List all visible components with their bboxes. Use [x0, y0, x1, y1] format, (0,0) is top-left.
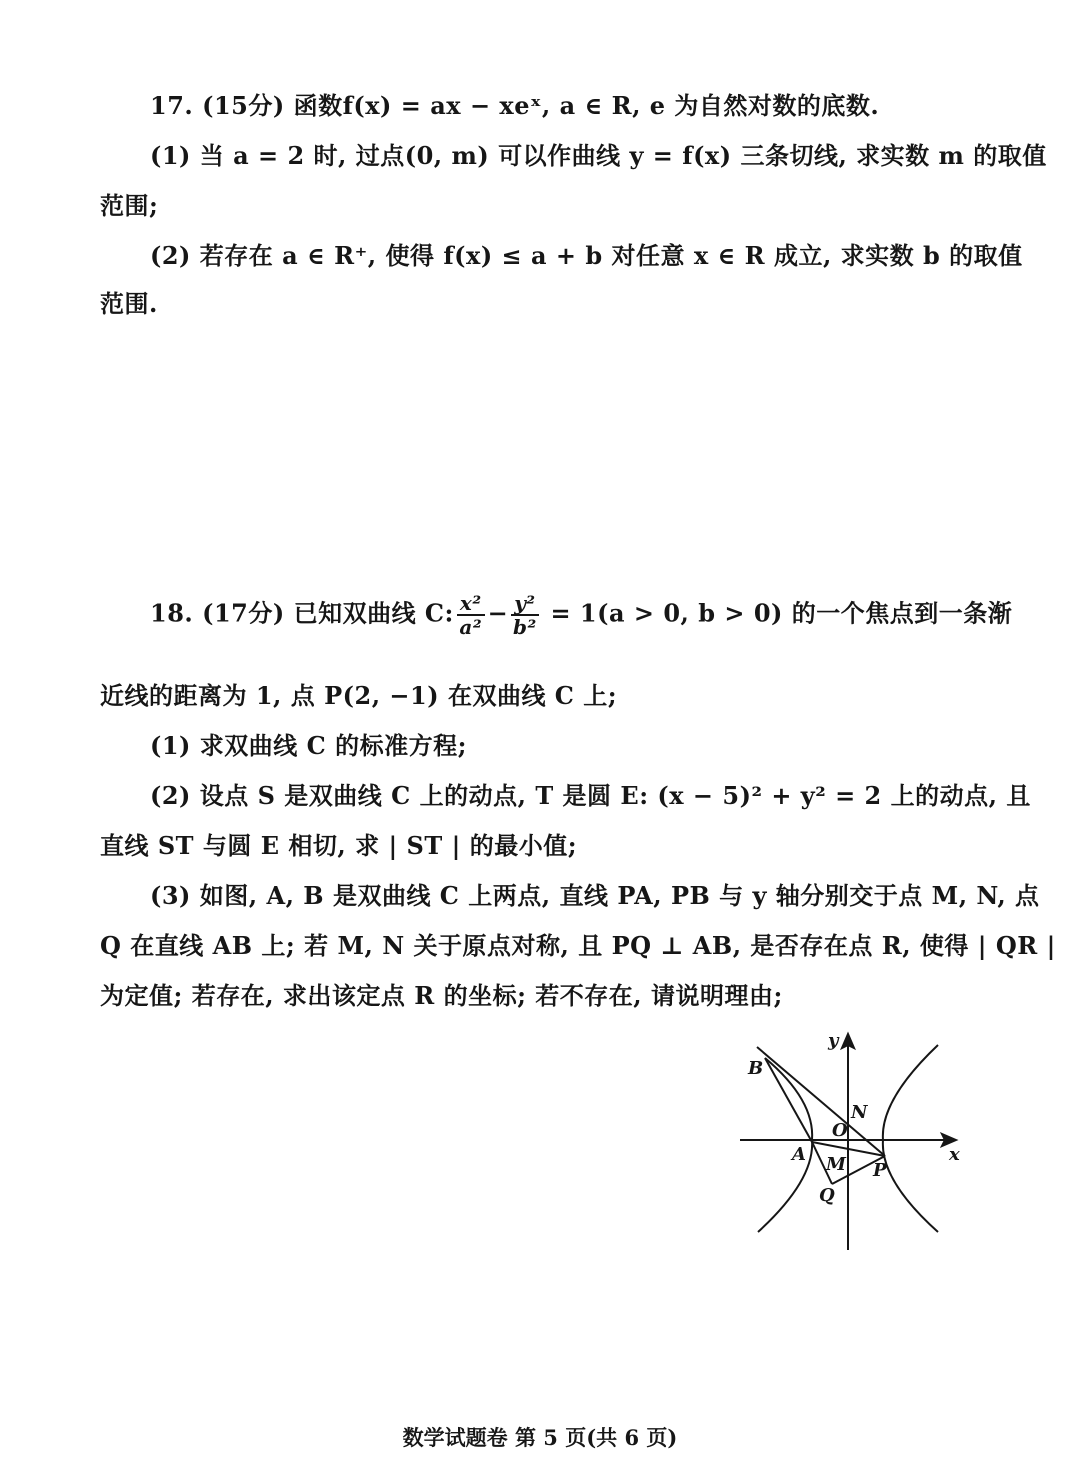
label-n: N: [851, 1102, 868, 1123]
denominator: a²: [459, 615, 483, 639]
fraction-y2-b2: [511, 592, 538, 638]
label-q: Q: [819, 1185, 835, 1206]
label-x: x: [949, 1144, 960, 1165]
q18-part1: (1) 求双曲线 C 的标准方程;: [150, 731, 467, 760]
fraction-x2-a2: [457, 592, 485, 638]
right-branch: [883, 1045, 938, 1232]
denominator: b²: [513, 615, 537, 639]
label-b: B: [748, 1058, 764, 1079]
hyperbola-figure: [720, 1020, 980, 1260]
q18-stem: [150, 592, 1012, 638]
q18-suffix: = 1(a > 0, b > 0) 的一个焦点到一条渐: [550, 598, 1013, 628]
page-footer: 数学试题卷 第 5 页(共 6 页): [402, 1425, 678, 1450]
label-y: y: [828, 1030, 839, 1051]
q18-part3-cont2: 为定值; 若存在, 求出该定点 R 的坐标; 若不存在, 请说明理由;: [100, 981, 783, 1010]
label-o: O: [832, 1120, 848, 1141]
label-p: P: [873, 1160, 887, 1181]
q18-part3: (3) 如图, A, B 是双曲线 C 上两点, 直线 PA, PB 与 y 轴分别交于点 M, N, 点: [150, 881, 1040, 910]
q18-part2: (2) 设点 S 是双曲线 C 上的动点, T 是圆 E: (x − 5)² + y² = 2 上的动点, 且: [150, 781, 1031, 810]
q17-part2: (2) 若存在 a ∈ R⁺, 使得 f(x) ≤ a + b 对任意 x ∈ R 成立, 求实数 b 的取值: [150, 241, 1023, 270]
q17-part1-cont: 范围;: [100, 191, 159, 220]
y-axis-arrow: [842, 1034, 854, 1048]
q17-part1: (1) 当 a = 2 时, 过点(0, m) 可以作曲线 y = f(x) 三条切线, 求实数 m 的取值: [150, 141, 1047, 170]
q18-stem-cont: 近线的距离为 1, 点 P(2, −1) 在双曲线 C 上;: [100, 681, 618, 710]
label-a: A: [792, 1144, 806, 1165]
minus-sign: −: [487, 598, 509, 628]
q18-part3-cont: Q 在直线 AB 上; 若 M, N 关于原点对称, 且 PQ ⊥ AB, 是否存在点 R, 使得 | QR |: [100, 931, 1056, 960]
numerator: y²: [511, 592, 538, 616]
line-ba: [765, 1058, 812, 1142]
q17-stem: 17. (15分) 函数f(x) = ax − xeˣ, a ∈ R, e 为自然对数的底数.: [150, 91, 880, 120]
q18-part2-cont: 直线 ST 与圆 E 相切, 求 | ST | 的最小值;: [100, 831, 578, 860]
numerator: x²: [457, 592, 485, 616]
q17-part2-cont: 范围.: [100, 289, 158, 318]
q18-prefix: 18. (17分) 已知双曲线 C:: [150, 598, 454, 628]
label-m: M: [826, 1154, 846, 1175]
